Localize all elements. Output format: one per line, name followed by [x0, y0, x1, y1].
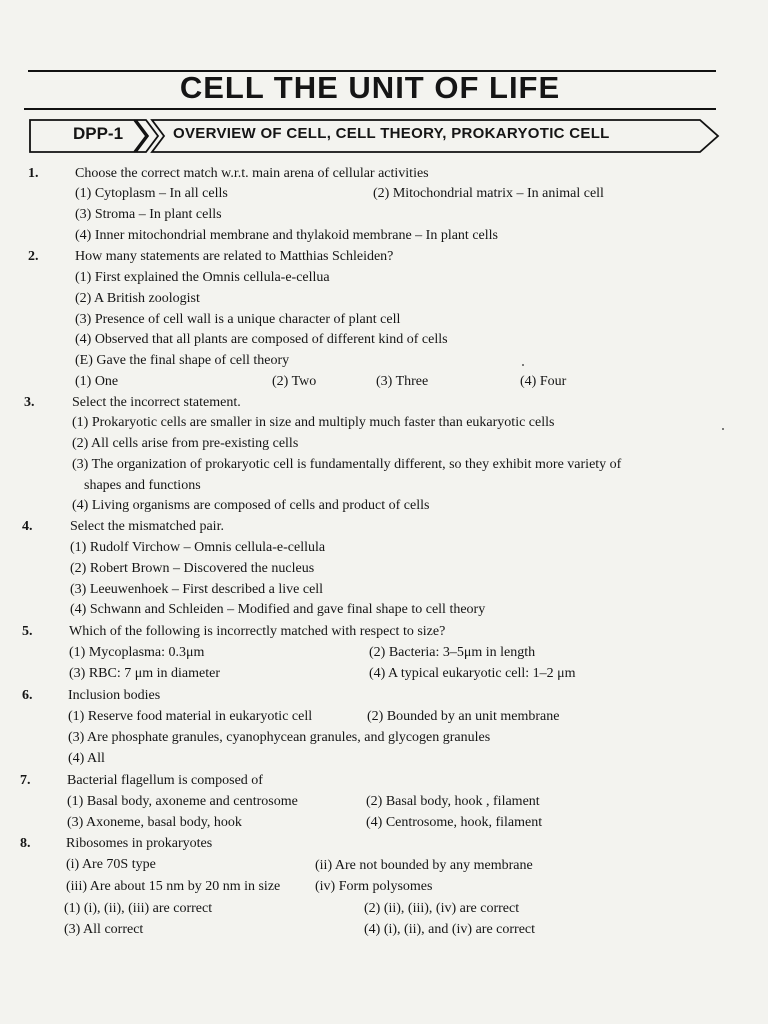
page-title: CELL THE UNIT OF LIFE [179, 70, 561, 105]
question-text: Which of the following is incorrectly matched with respect to size? [69, 624, 446, 639]
stray-mark [722, 428, 724, 430]
option: (2) Bacteria: 3–5μm in length [369, 645, 536, 660]
option: (iii) Are about 15 nm by 20 nm in size [66, 879, 281, 894]
dpp-label: DPP-1 [72, 124, 124, 143]
question-number: 1. [28, 166, 39, 181]
option: (2) Robert Brown – Discovered the nucleus [70, 561, 315, 576]
question-text: Select the mismatched pair. [70, 519, 224, 534]
question-number: 7. [20, 773, 31, 788]
question-text: Choose the correct match w.r.t. main arena of cellular activities [75, 166, 429, 181]
answer-option: (4) Four [520, 374, 567, 389]
option: (1) Rudolf Virchow – Omnis cellula-e-cellula [70, 540, 326, 555]
question-number: 3. [24, 395, 35, 410]
question-text: Inclusion bodies [68, 688, 161, 703]
option: (2) Basal body, hook , filament [366, 794, 540, 809]
option: (3) Leeuwenhoek – First described a live cell [70, 582, 324, 597]
question-text: Bacterial flagellum is composed of [67, 773, 263, 788]
question-number: 6. [22, 688, 33, 703]
option: (4) Schwann and Schleiden – Modified and gave final shape to cell theory [70, 602, 486, 617]
question-number: 2. [28, 249, 39, 264]
option: (iv) Form polysomes [315, 879, 433, 894]
option: (2) Mitochondrial matrix – In animal cell [373, 186, 604, 201]
option: (1) Cytoplasm – In all cells [75, 186, 228, 201]
stray-mark [522, 364, 524, 366]
answer-option: (3) All correct [64, 922, 144, 937]
option: (3) Stroma – In plant cells [75, 207, 222, 222]
option: (3) The organization of prokaryotic cell is fundamentally different, so they exhibit more variety of [72, 457, 622, 472]
section-banner [28, 116, 720, 156]
option: (2) Bounded by an unit membrane [367, 709, 560, 724]
option: (3) Are phosphate granules, cyanophycean granules, and glycogen granules [68, 730, 491, 745]
option: (4) Inner mitochondrial membrane and thylakoid membrane – In plant cells [75, 228, 498, 243]
option: (ii) Are not bounded by any membrane [315, 858, 533, 873]
option: (1) Mycoplasma: 0.3μm [69, 645, 205, 660]
answer-option: (1) (i), (ii), (iii) are correct [64, 901, 213, 916]
question-number: 5. [22, 624, 33, 639]
option: (1) Basal body, axoneme and centrosome [67, 794, 298, 809]
question-number: 8. [20, 836, 31, 851]
option: (3) Axoneme, basal body, hook [67, 815, 242, 830]
option: (1) Prokaryotic cells are smaller in size and multiply much faster than eukaryotic cells [72, 415, 555, 430]
option: (2) A British zoologist [75, 291, 200, 306]
question-text: How many statements are related to Matthias Schleiden? [75, 249, 394, 264]
title-underline [24, 108, 716, 110]
option: (E) Gave the final shape of cell theory [75, 353, 290, 368]
section-subtitle: OVERVIEW OF CELL, CELL THEORY, PROKARYOTIC CELL [173, 125, 610, 142]
option: (2) All cells arise from pre-existing cells [72, 436, 299, 451]
option-continuation: shapes and functions [84, 478, 201, 493]
question-text: Select the incorrect statement. [72, 395, 241, 410]
answer-option: (4) (i), (ii), and (iv) are correct [364, 922, 536, 937]
option: (4) Centrosome, hook, filament [366, 815, 543, 830]
answer-option: (2) Two [272, 374, 317, 389]
option: (4) All [68, 751, 105, 766]
option: (3) Presence of cell wall is a unique character of plant cell [75, 312, 401, 327]
answer-option: (3) Three [376, 374, 429, 389]
answer-option: (2) (ii), (iii), (iv) are correct [364, 901, 520, 916]
option: (4) Living organisms are composed of cells and product of cells [72, 498, 430, 513]
option: (4) A typical eukaryotic cell: 1–2 μm [369, 666, 576, 681]
option: (i) Are 70S type [66, 857, 156, 872]
answer-option: (1) One [75, 374, 119, 389]
option: (1) First explained the Omnis cellula-e-cellua [75, 270, 330, 285]
option: (1) Reserve food material in eukaryotic cell [68, 709, 313, 724]
question-text: Ribosomes in prokaryotes [66, 836, 213, 851]
option: (4) Observed that all plants are composed of different kind of cells [75, 332, 448, 347]
option: (3) RBC: 7 μm in diameter [69, 666, 220, 681]
question-number: 4. [22, 519, 33, 534]
